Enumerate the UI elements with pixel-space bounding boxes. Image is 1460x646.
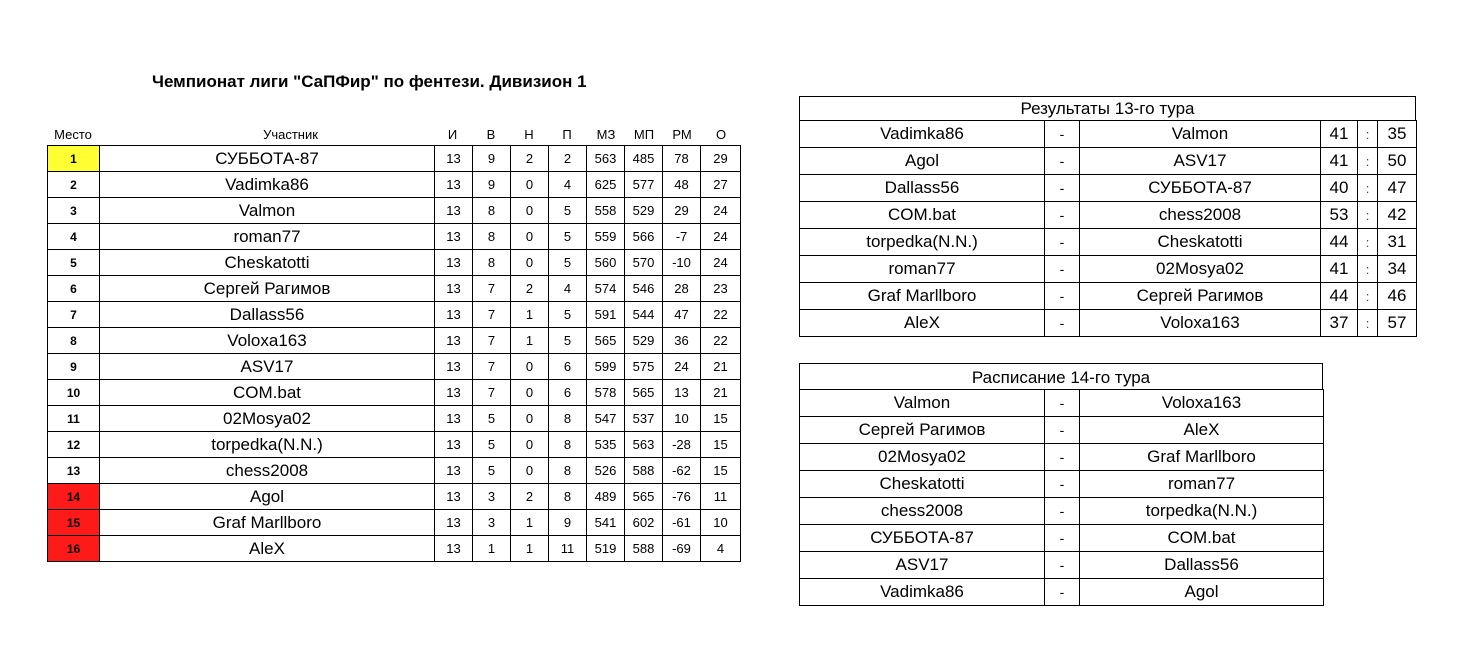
score-cell: 11 xyxy=(701,484,741,510)
score-cell: 24 xyxy=(701,198,741,224)
place-cell: 11 xyxy=(48,406,100,432)
losses-cell: 6 xyxy=(549,354,587,380)
losses-cell: 2 xyxy=(549,146,587,172)
home-team-cell: ASV17 xyxy=(800,552,1045,579)
away-team-cell: 02Mosya02 xyxy=(1080,256,1321,283)
place-cell: 15 xyxy=(48,510,100,536)
draws-cell: 0 xyxy=(511,406,549,432)
wins-cell: 7 xyxy=(473,380,511,406)
points-against-cell: 588 xyxy=(625,536,663,562)
result-row xyxy=(800,283,1417,310)
table-row xyxy=(48,328,741,354)
results-table xyxy=(799,120,1417,337)
results-title: Результаты 13-го тура xyxy=(799,96,1416,121)
games-cell: 13 xyxy=(435,536,473,562)
participant-cell: Сергей Рагимов xyxy=(100,276,435,302)
points-against-cell: 602 xyxy=(625,510,663,536)
place-cell: 8 xyxy=(48,328,100,354)
games-cell: 13 xyxy=(435,302,473,328)
standings-table xyxy=(47,145,741,562)
schedule-row xyxy=(800,471,1324,498)
participant-cell: Vadimka86 xyxy=(100,172,435,198)
away-team-cell: Graf Marllboro xyxy=(1080,444,1324,471)
draws-cell: 1 xyxy=(511,328,549,354)
schedule-row xyxy=(800,390,1324,417)
table-row xyxy=(48,510,741,536)
place-cell: 2 xyxy=(48,172,100,198)
colon-cell: : xyxy=(1358,310,1378,337)
separator-cell: - xyxy=(1045,552,1080,579)
header-losses: П xyxy=(562,127,572,142)
result-row xyxy=(800,229,1417,256)
losses-cell: 5 xyxy=(549,224,587,250)
schedule-row xyxy=(800,579,1324,606)
home-score-cell: 53 xyxy=(1321,202,1358,229)
games-cell: 13 xyxy=(435,276,473,302)
place-cell: 3 xyxy=(48,198,100,224)
games-cell: 13 xyxy=(435,146,473,172)
home-team-cell: COM.bat xyxy=(800,202,1045,229)
home-team-cell: roman77 xyxy=(800,256,1045,283)
home-team-cell: Vadimka86 xyxy=(800,579,1045,606)
draws-cell: 0 xyxy=(511,354,549,380)
page-title: Чемпионат лиги "СаПФир" по фентези. Дивизион 1 xyxy=(152,72,587,91)
separator-cell: - xyxy=(1045,202,1080,229)
participant-cell: COM.bat xyxy=(100,380,435,406)
table-row xyxy=(48,380,741,406)
score-cell: 23 xyxy=(701,276,741,302)
home-score-cell: 44 xyxy=(1321,229,1358,256)
diff-cell: 47 xyxy=(663,302,701,328)
schedule-title: Расписание 14-го тура xyxy=(799,363,1323,390)
colon-cell: : xyxy=(1358,202,1378,229)
home-score-cell: 41 xyxy=(1321,148,1358,175)
participant-cell: Dallass56 xyxy=(100,302,435,328)
home-score-cell: 44 xyxy=(1321,283,1358,310)
games-cell: 13 xyxy=(435,172,473,198)
diff-cell: 24 xyxy=(663,354,701,380)
points-for-cell: 559 xyxy=(587,224,625,250)
result-row xyxy=(800,121,1417,148)
result-row xyxy=(800,202,1417,229)
points-against-cell: 570 xyxy=(625,250,663,276)
draws-cell: 1 xyxy=(511,302,549,328)
home-team-cell: 02Mosya02 xyxy=(800,444,1045,471)
home-team-cell: Agol xyxy=(800,148,1045,175)
schedule-row xyxy=(800,552,1324,579)
separator-cell: - xyxy=(1045,525,1080,552)
points-against-cell: 588 xyxy=(625,458,663,484)
away-score-cell: 46 xyxy=(1378,283,1417,310)
away-team-cell: Cheskatotti xyxy=(1080,229,1321,256)
wins-cell: 7 xyxy=(473,276,511,302)
result-row xyxy=(800,310,1417,337)
score-cell: 15 xyxy=(701,458,741,484)
wins-cell: 9 xyxy=(473,172,511,198)
colon-cell: : xyxy=(1358,283,1378,310)
away-score-cell: 35 xyxy=(1378,121,1417,148)
table-row xyxy=(48,432,741,458)
games-cell: 13 xyxy=(435,354,473,380)
separator-cell: - xyxy=(1045,390,1080,417)
wins-cell: 5 xyxy=(473,406,511,432)
losses-cell: 5 xyxy=(549,198,587,224)
participant-cell: chess2008 xyxy=(100,458,435,484)
away-score-cell: 50 xyxy=(1378,148,1417,175)
separator-cell: - xyxy=(1045,229,1080,256)
points-against-cell: 566 xyxy=(625,224,663,250)
score-cell: 24 xyxy=(701,250,741,276)
points-for-cell: 526 xyxy=(587,458,625,484)
schedule-row xyxy=(800,498,1324,525)
points-against-cell: 565 xyxy=(625,484,663,510)
separator-cell: - xyxy=(1045,121,1080,148)
home-team-cell: chess2008 xyxy=(800,498,1045,525)
losses-cell: 6 xyxy=(549,380,587,406)
wins-cell: 8 xyxy=(473,250,511,276)
draws-cell: 1 xyxy=(511,536,549,562)
wins-cell: 7 xyxy=(473,354,511,380)
score-cell: 4 xyxy=(701,536,741,562)
games-cell: 13 xyxy=(435,224,473,250)
games-cell: 13 xyxy=(435,328,473,354)
colon-cell: : xyxy=(1358,148,1378,175)
away-score-cell: 34 xyxy=(1378,256,1417,283)
colon-cell: : xyxy=(1358,175,1378,202)
home-team-cell: torpedka(N.N.) xyxy=(800,229,1045,256)
diff-cell: -61 xyxy=(663,510,701,536)
draws-cell: 0 xyxy=(511,224,549,250)
points-for-cell: 519 xyxy=(587,536,625,562)
place-cell: 13 xyxy=(48,458,100,484)
games-cell: 13 xyxy=(435,380,473,406)
points-for-cell: 563 xyxy=(587,146,625,172)
header-draws: Н xyxy=(524,127,534,142)
score-cell: 29 xyxy=(701,146,741,172)
draws-cell: 2 xyxy=(511,146,549,172)
diff-cell: 78 xyxy=(663,146,701,172)
home-team-cell: Vadimka86 xyxy=(800,121,1045,148)
losses-cell: 4 xyxy=(549,276,587,302)
points-for-cell: 574 xyxy=(587,276,625,302)
draws-cell: 0 xyxy=(511,198,549,224)
draws-cell: 0 xyxy=(511,172,549,198)
colon-cell: : xyxy=(1358,121,1378,148)
points-against-cell: 563 xyxy=(625,432,663,458)
draws-cell: 0 xyxy=(511,458,549,484)
header-diff: РМ xyxy=(672,127,692,142)
away-team-cell: СУББОТА-87 xyxy=(1080,175,1321,202)
points-against-cell: 565 xyxy=(625,380,663,406)
away-team-cell: Voloxa163 xyxy=(1080,390,1324,417)
away-score-cell: 47 xyxy=(1378,175,1417,202)
score-cell: 24 xyxy=(701,224,741,250)
wins-cell: 3 xyxy=(473,484,511,510)
table-row xyxy=(48,172,741,198)
participant-cell: СУББОТА-87 xyxy=(100,146,435,172)
place-cell: 12 xyxy=(48,432,100,458)
away-team-cell: AleX xyxy=(1080,417,1324,444)
table-row xyxy=(48,536,741,562)
away-team-cell: torpedka(N.N.) xyxy=(1080,498,1324,525)
away-score-cell: 31 xyxy=(1378,229,1417,256)
separator-cell: - xyxy=(1045,444,1080,471)
diff-cell: 28 xyxy=(663,276,701,302)
away-team-cell: Valmon xyxy=(1080,121,1321,148)
home-team-cell: Dallass56 xyxy=(800,175,1045,202)
diff-cell: -10 xyxy=(663,250,701,276)
participant-cell: Graf Marllboro xyxy=(100,510,435,536)
points-for-cell: 565 xyxy=(587,328,625,354)
participant-cell: Valmon xyxy=(100,198,435,224)
score-cell: 27 xyxy=(701,172,741,198)
colon-cell: : xyxy=(1358,229,1378,256)
wins-cell: 9 xyxy=(473,146,511,172)
diff-cell: 13 xyxy=(663,380,701,406)
table-row xyxy=(48,198,741,224)
losses-cell: 5 xyxy=(549,250,587,276)
wins-cell: 5 xyxy=(473,458,511,484)
result-row xyxy=(800,256,1417,283)
diff-cell: -28 xyxy=(663,432,701,458)
schedule-row xyxy=(800,417,1324,444)
losses-cell: 9 xyxy=(549,510,587,536)
table-row xyxy=(48,302,741,328)
games-cell: 13 xyxy=(435,406,473,432)
result-row xyxy=(800,148,1417,175)
header-place: Место xyxy=(54,127,92,142)
table-row xyxy=(48,146,741,172)
score-cell: 15 xyxy=(701,432,741,458)
home-team-cell: Сергей Рагимов xyxy=(800,417,1045,444)
score-cell: 15 xyxy=(701,406,741,432)
table-row xyxy=(48,224,741,250)
separator-cell: - xyxy=(1045,417,1080,444)
separator-cell: - xyxy=(1045,579,1080,606)
away-team-cell: COM.bat xyxy=(1080,525,1324,552)
participant-cell: Cheskatotti xyxy=(100,250,435,276)
home-score-cell: 41 xyxy=(1321,256,1358,283)
participant-cell: AleX xyxy=(100,536,435,562)
home-team-cell: Cheskatotti xyxy=(800,471,1045,498)
place-cell: 9 xyxy=(48,354,100,380)
diff-cell: -76 xyxy=(663,484,701,510)
points-against-cell: 537 xyxy=(625,406,663,432)
schedule-row xyxy=(800,444,1324,471)
header-wins: В xyxy=(486,127,496,142)
diff-cell: 36 xyxy=(663,328,701,354)
place-cell: 16 xyxy=(48,536,100,562)
wins-cell: 1 xyxy=(473,536,511,562)
separator-cell: - xyxy=(1045,148,1080,175)
home-team-cell: AleX xyxy=(800,310,1045,337)
points-for-cell: 591 xyxy=(587,302,625,328)
away-team-cell: ASV17 xyxy=(1080,148,1321,175)
wins-cell: 7 xyxy=(473,302,511,328)
header-score: О xyxy=(715,127,727,142)
diff-cell: -7 xyxy=(663,224,701,250)
away-team-cell: Dallass56 xyxy=(1080,552,1324,579)
separator-cell: - xyxy=(1045,256,1080,283)
points-against-cell: 546 xyxy=(625,276,663,302)
points-against-cell: 529 xyxy=(625,198,663,224)
home-score-cell: 40 xyxy=(1321,175,1358,202)
draws-cell: 0 xyxy=(511,432,549,458)
home-team-cell: СУББОТА-87 xyxy=(800,525,1045,552)
header-games: И xyxy=(447,127,458,142)
schedule-row xyxy=(800,525,1324,552)
place-cell: 5 xyxy=(48,250,100,276)
wins-cell: 5 xyxy=(473,432,511,458)
home-score-cell: 37 xyxy=(1321,310,1358,337)
games-cell: 13 xyxy=(435,250,473,276)
wins-cell: 8 xyxy=(473,224,511,250)
points-against-cell: 577 xyxy=(625,172,663,198)
table-row xyxy=(48,354,741,380)
away-team-cell: Сергей Рагимов xyxy=(1080,283,1321,310)
away-score-cell: 42 xyxy=(1378,202,1417,229)
place-cell: 4 xyxy=(48,224,100,250)
points-for-cell: 560 xyxy=(587,250,625,276)
diff-cell: -69 xyxy=(663,536,701,562)
score-cell: 21 xyxy=(701,354,741,380)
losses-cell: 8 xyxy=(549,484,587,510)
place-cell: 7 xyxy=(48,302,100,328)
table-row xyxy=(48,276,741,302)
table-row xyxy=(48,250,741,276)
points-for-cell: 541 xyxy=(587,510,625,536)
separator-cell: - xyxy=(1045,471,1080,498)
place-cell: 10 xyxy=(48,380,100,406)
wins-cell: 8 xyxy=(473,198,511,224)
losses-cell: 8 xyxy=(549,458,587,484)
table-row xyxy=(48,406,741,432)
points-against-cell: 485 xyxy=(625,146,663,172)
away-team-cell: Voloxa163 xyxy=(1080,310,1321,337)
losses-cell: 5 xyxy=(549,302,587,328)
away-team-cell: chess2008 xyxy=(1080,202,1321,229)
games-cell: 13 xyxy=(435,510,473,536)
diff-cell: 29 xyxy=(663,198,701,224)
separator-cell: - xyxy=(1045,498,1080,525)
losses-cell: 11 xyxy=(549,536,587,562)
participant-cell: torpedka(N.N.) xyxy=(100,432,435,458)
result-row xyxy=(800,175,1417,202)
games-cell: 13 xyxy=(435,458,473,484)
header-points-for: МЗ xyxy=(596,127,616,142)
diff-cell: -62 xyxy=(663,458,701,484)
home-team-cell: Graf Marllboro xyxy=(800,283,1045,310)
header-participant: Участник xyxy=(263,127,318,142)
draws-cell: 2 xyxy=(511,276,549,302)
losses-cell: 5 xyxy=(549,328,587,354)
score-cell: 10 xyxy=(701,510,741,536)
away-team-cell: Agol xyxy=(1080,579,1324,606)
games-cell: 13 xyxy=(435,484,473,510)
losses-cell: 8 xyxy=(549,406,587,432)
diff-cell: 10 xyxy=(663,406,701,432)
header-points-against: МП xyxy=(633,127,655,142)
wins-cell: 7 xyxy=(473,328,511,354)
score-cell: 22 xyxy=(701,302,741,328)
draws-cell: 0 xyxy=(511,250,549,276)
home-score-cell: 41 xyxy=(1321,121,1358,148)
losses-cell: 4 xyxy=(549,172,587,198)
diff-cell: 48 xyxy=(663,172,701,198)
losses-cell: 8 xyxy=(549,432,587,458)
points-for-cell: 558 xyxy=(587,198,625,224)
away-score-cell: 57 xyxy=(1378,310,1417,337)
points-for-cell: 547 xyxy=(587,406,625,432)
points-for-cell: 535 xyxy=(587,432,625,458)
points-for-cell: 578 xyxy=(587,380,625,406)
games-cell: 13 xyxy=(435,198,473,224)
table-row xyxy=(48,458,741,484)
schedule-table xyxy=(799,389,1324,606)
games-cell: 13 xyxy=(435,432,473,458)
table-row xyxy=(48,484,741,510)
place-cell: 14 xyxy=(48,484,100,510)
colon-cell: : xyxy=(1358,256,1378,283)
points-for-cell: 489 xyxy=(587,484,625,510)
points-against-cell: 575 xyxy=(625,354,663,380)
points-against-cell: 529 xyxy=(625,328,663,354)
points-for-cell: 625 xyxy=(587,172,625,198)
draws-cell: 2 xyxy=(511,484,549,510)
draws-cell: 0 xyxy=(511,380,549,406)
participant-cell: Agol xyxy=(100,484,435,510)
score-cell: 22 xyxy=(701,328,741,354)
wins-cell: 3 xyxy=(473,510,511,536)
separator-cell: - xyxy=(1045,283,1080,310)
score-cell: 21 xyxy=(701,380,741,406)
points-for-cell: 599 xyxy=(587,354,625,380)
place-cell: 1 xyxy=(48,146,100,172)
participant-cell: roman77 xyxy=(100,224,435,250)
separator-cell: - xyxy=(1045,175,1080,202)
place-cell: 6 xyxy=(48,276,100,302)
away-team-cell: roman77 xyxy=(1080,471,1324,498)
participant-cell: ASV17 xyxy=(100,354,435,380)
separator-cell: - xyxy=(1045,310,1080,337)
participant-cell: 02Mosya02 xyxy=(100,406,435,432)
home-team-cell: Valmon xyxy=(800,390,1045,417)
participant-cell: Voloxa163 xyxy=(100,328,435,354)
points-against-cell: 544 xyxy=(625,302,663,328)
draws-cell: 1 xyxy=(511,510,549,536)
